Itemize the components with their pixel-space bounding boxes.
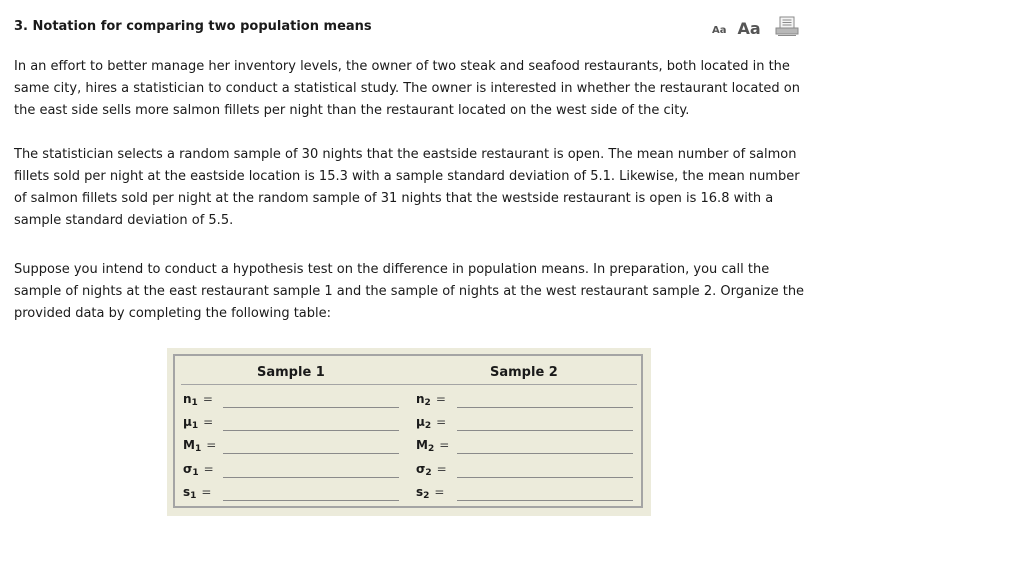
notation-table xyxy=(167,348,651,516)
s1-label: $s_1$ = xyxy=(183,485,212,501)
n2-input[interactable] xyxy=(457,390,633,408)
mu1-input[interactable] xyxy=(223,413,399,431)
sigma2-input[interactable] xyxy=(457,460,633,478)
mu2-label: $\mu_2$ = xyxy=(416,415,447,431)
m2-label: $M_2$ = xyxy=(416,438,450,454)
s2-label: $s_2$ = xyxy=(416,485,445,501)
question-title: 3. Notation for comparing two population means xyxy=(14,19,372,34)
n1-label: $n_1$ = xyxy=(183,392,213,408)
decrease-font-button[interactable]: Aa xyxy=(712,25,727,36)
text-tools xyxy=(712,17,799,39)
notation-table-frame xyxy=(173,354,643,508)
sample2-header: Sample 2 xyxy=(490,365,558,380)
mu2-input[interactable] xyxy=(457,413,633,431)
sigma2-label: $\sigma_2$ = xyxy=(416,462,447,478)
data-paragraph: The statistician selects a random sample of 30 nights that the eastside restaurant is open. The mean number of salmon fillets sold per night at the eastside location is 15.3 with a sample standard deviation of 5.1. Likewise, the mean number of salmon fillets sold per night at the random sample of 31 nights that the westside restaurant is open is 16.8 with a sample standard deviation of 5.5. xyxy=(14,147,800,228)
n1-input[interactable] xyxy=(223,390,399,408)
m2-input[interactable] xyxy=(457,436,633,454)
sigma1-input[interactable] xyxy=(223,460,399,478)
s1-input[interactable] xyxy=(223,483,399,501)
mu1-label: $\mu_1$ = xyxy=(183,415,214,431)
printer-icon xyxy=(775,16,799,36)
m1-label: $M_1$ = xyxy=(183,438,217,454)
increase-font-button[interactable]: Aa xyxy=(737,18,761,38)
header-divider xyxy=(181,384,637,385)
sigma1-label: $\sigma_1$ = xyxy=(183,462,214,478)
m1-input[interactable] xyxy=(223,436,399,454)
instructions-paragraph: Suppose you intend to conduct a hypothesis test on the difference in population means. In preparation, you call the sample of nights at the east restaurant sample 1 and the sample of nights at the west restaurant sample 2. Organize the provided data by completing the following table: xyxy=(14,262,805,321)
intro-paragraph: In an effort to better manage her inventory levels, the owner of two steak and seafood restaurants, both located in the same city, hires a statistician to conduct a statistical study. The owner is interested in whether the restaurant located on the east side sells more salmon fillets per night than the restaurant located on the west side of the city. xyxy=(14,59,801,118)
print-button[interactable] xyxy=(775,16,799,40)
s2-input[interactable] xyxy=(457,483,633,501)
n2-label: $n_2$ = xyxy=(416,392,446,408)
sample1-header: Sample 1 xyxy=(257,365,325,380)
